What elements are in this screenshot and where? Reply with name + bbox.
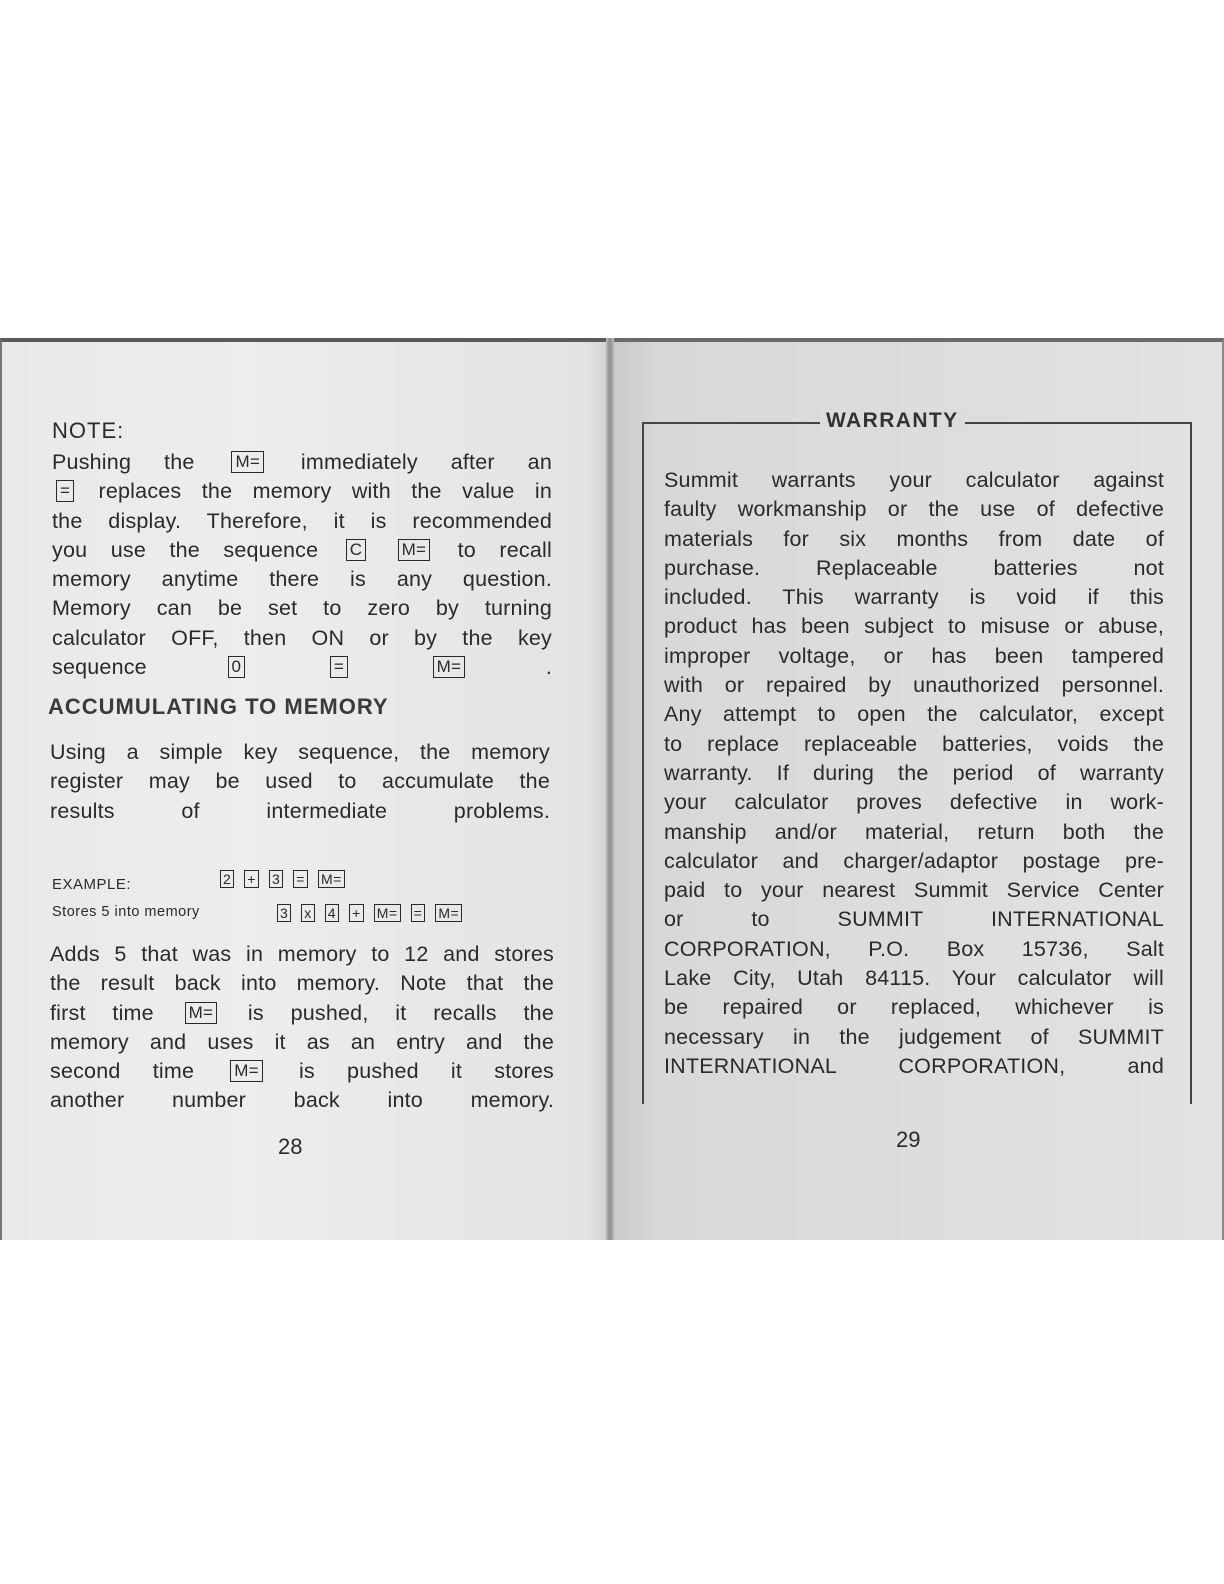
warranty-title: WARRANTY [820, 409, 965, 433]
text-segment: to recall [434, 537, 552, 562]
text-line [52, 448, 552, 477]
book-gutter [606, 338, 614, 1240]
note-paragraph [52, 448, 552, 682]
text-segment: Adds 5 that was in memory to 12 and stores [50, 942, 554, 966]
example-label: EXAMPLE: [52, 876, 132, 893]
text-segment: memory and uses it as an entry and the [50, 1029, 554, 1054]
text-line: to replace replaceable batteries, voids the [664, 731, 1164, 756]
intro-paragraph [50, 738, 550, 826]
text-segment: . [469, 655, 552, 680]
text-line [52, 594, 552, 623]
text-line: product has been subject to misuse or abuse, [664, 614, 1164, 639]
clear-key: C [346, 539, 366, 561]
text-line [50, 1086, 554, 1115]
memory-key: M= [433, 656, 466, 678]
page-28 [0, 338, 612, 1240]
text-line: Any attempt to open the calculator, except [664, 702, 1164, 727]
equals-key: = [330, 656, 348, 678]
text-segment: replaces the memory with the value in [78, 479, 552, 504]
text-line: Summit warrants your calculator against [664, 468, 1164, 492]
text-segment: the display. Therefore, it is recommended [52, 508, 552, 533]
text-line: paid to your nearest Summit Service Center [664, 878, 1164, 903]
text-line: INTERNATIONAL CORPORATION, and [664, 1053, 1164, 1078]
text-line [50, 969, 554, 998]
note-heading: NOTE: [52, 418, 125, 443]
warranty-paragraph [664, 466, 1164, 1081]
body-paragraph [50, 940, 554, 1116]
text-line: purchase. Replaceable batteries not [664, 555, 1164, 580]
equals-key: = [56, 480, 74, 502]
memory-key: M= [318, 870, 345, 888]
text-line: with or repaired by unauthorized personnel. [664, 673, 1164, 698]
text-segment [352, 655, 429, 679]
text-line: calculator and charger/adaptor postage pre- [664, 848, 1164, 873]
text-line: be repaired or replaced, whichever is [664, 995, 1164, 1020]
text-line [50, 1057, 554, 1086]
text-line [52, 507, 552, 536]
text-line [52, 477, 552, 506]
text-line: materials for six months from date of [664, 526, 1164, 551]
text-line: results of intermediate problems. [50, 798, 550, 823]
stores-key-sequence [272, 904, 467, 924]
memory-key: M= [435, 904, 462, 922]
text-segment: second time [50, 1059, 227, 1084]
text-segment: another number back into memory. [50, 1088, 554, 1113]
text-line [52, 536, 552, 565]
text-line: or to SUMMIT INTERNATIONAL [664, 907, 1164, 932]
memory-key: M= [398, 539, 431, 561]
text-line: included. This warranty is void if this [664, 585, 1164, 610]
digit-3-key: 3 [277, 904, 291, 922]
text-segment: is pushed, it recalls the [221, 1000, 554, 1025]
text-segment: memory anytime there is any question. [52, 567, 552, 592]
stores-label: Stores 5 into memory [52, 904, 200, 920]
section-heading: ACCUMULATING TO MEMORY [48, 694, 389, 719]
text-segment: you use the sequence [52, 537, 342, 562]
digit-3-key: 3 [269, 870, 283, 888]
plus-key: + [349, 904, 364, 922]
text-segment [249, 655, 326, 679]
zero-key: 0 [228, 656, 246, 678]
text-line: your calculator proves defective in work- [664, 790, 1164, 815]
memory-key: M= [231, 451, 264, 473]
text-line: Lake City, Utah 84115. Your calculator will [664, 966, 1164, 991]
text-segment: the result back into memory. Note that the [50, 971, 554, 996]
text-line [52, 624, 552, 653]
text-line [52, 653, 552, 682]
text-line [50, 940, 554, 969]
memory-key: M= [230, 1060, 263, 1082]
text-line [50, 999, 554, 1028]
digit-2-key: 2 [220, 870, 234, 888]
text-segment: Memory can be set to zero by turning [52, 596, 552, 621]
text-line: necessary in the judgement of SUMMIT [664, 1024, 1164, 1049]
text-line [50, 1028, 554, 1057]
text-segment: is pushed it stores [266, 1059, 554, 1084]
page-number-right: 29 [896, 1127, 921, 1152]
text-segment [370, 538, 393, 562]
text-line: CORPORATION, P.O. Box 15736, Salt [664, 936, 1164, 961]
memory-key: M= [185, 1002, 218, 1024]
text-segment: Pushing the [52, 450, 228, 474]
digit-4-key: 4 [325, 904, 339, 922]
example-key-sequence [215, 870, 350, 890]
text-line [52, 565, 552, 594]
plus-key: + [244, 870, 259, 888]
memory-key: M= [374, 904, 401, 922]
equals-key: = [293, 870, 308, 888]
text-line: faulty workmanship or the use of defective [664, 497, 1164, 522]
text-line: register may be used to accumulate the [50, 769, 550, 794]
text-line: Using a simple key sequence, the memory [50, 740, 550, 764]
text-line: manship and/or material, return both the [664, 819, 1164, 844]
text-line: improper voltage, or has been tampered [664, 643, 1164, 668]
text-segment: first time [50, 1000, 181, 1025]
page-number-left: 28 [278, 1134, 303, 1159]
times-key: x [301, 904, 315, 922]
text-segment: sequence [52, 655, 224, 680]
text-segment: calculator OFF, then ON or by the key [52, 625, 552, 650]
equals-key: = [411, 904, 426, 922]
text-segment: immediately after an [267, 450, 552, 474]
text-line: warranty. If during the period of warranty [664, 760, 1164, 785]
